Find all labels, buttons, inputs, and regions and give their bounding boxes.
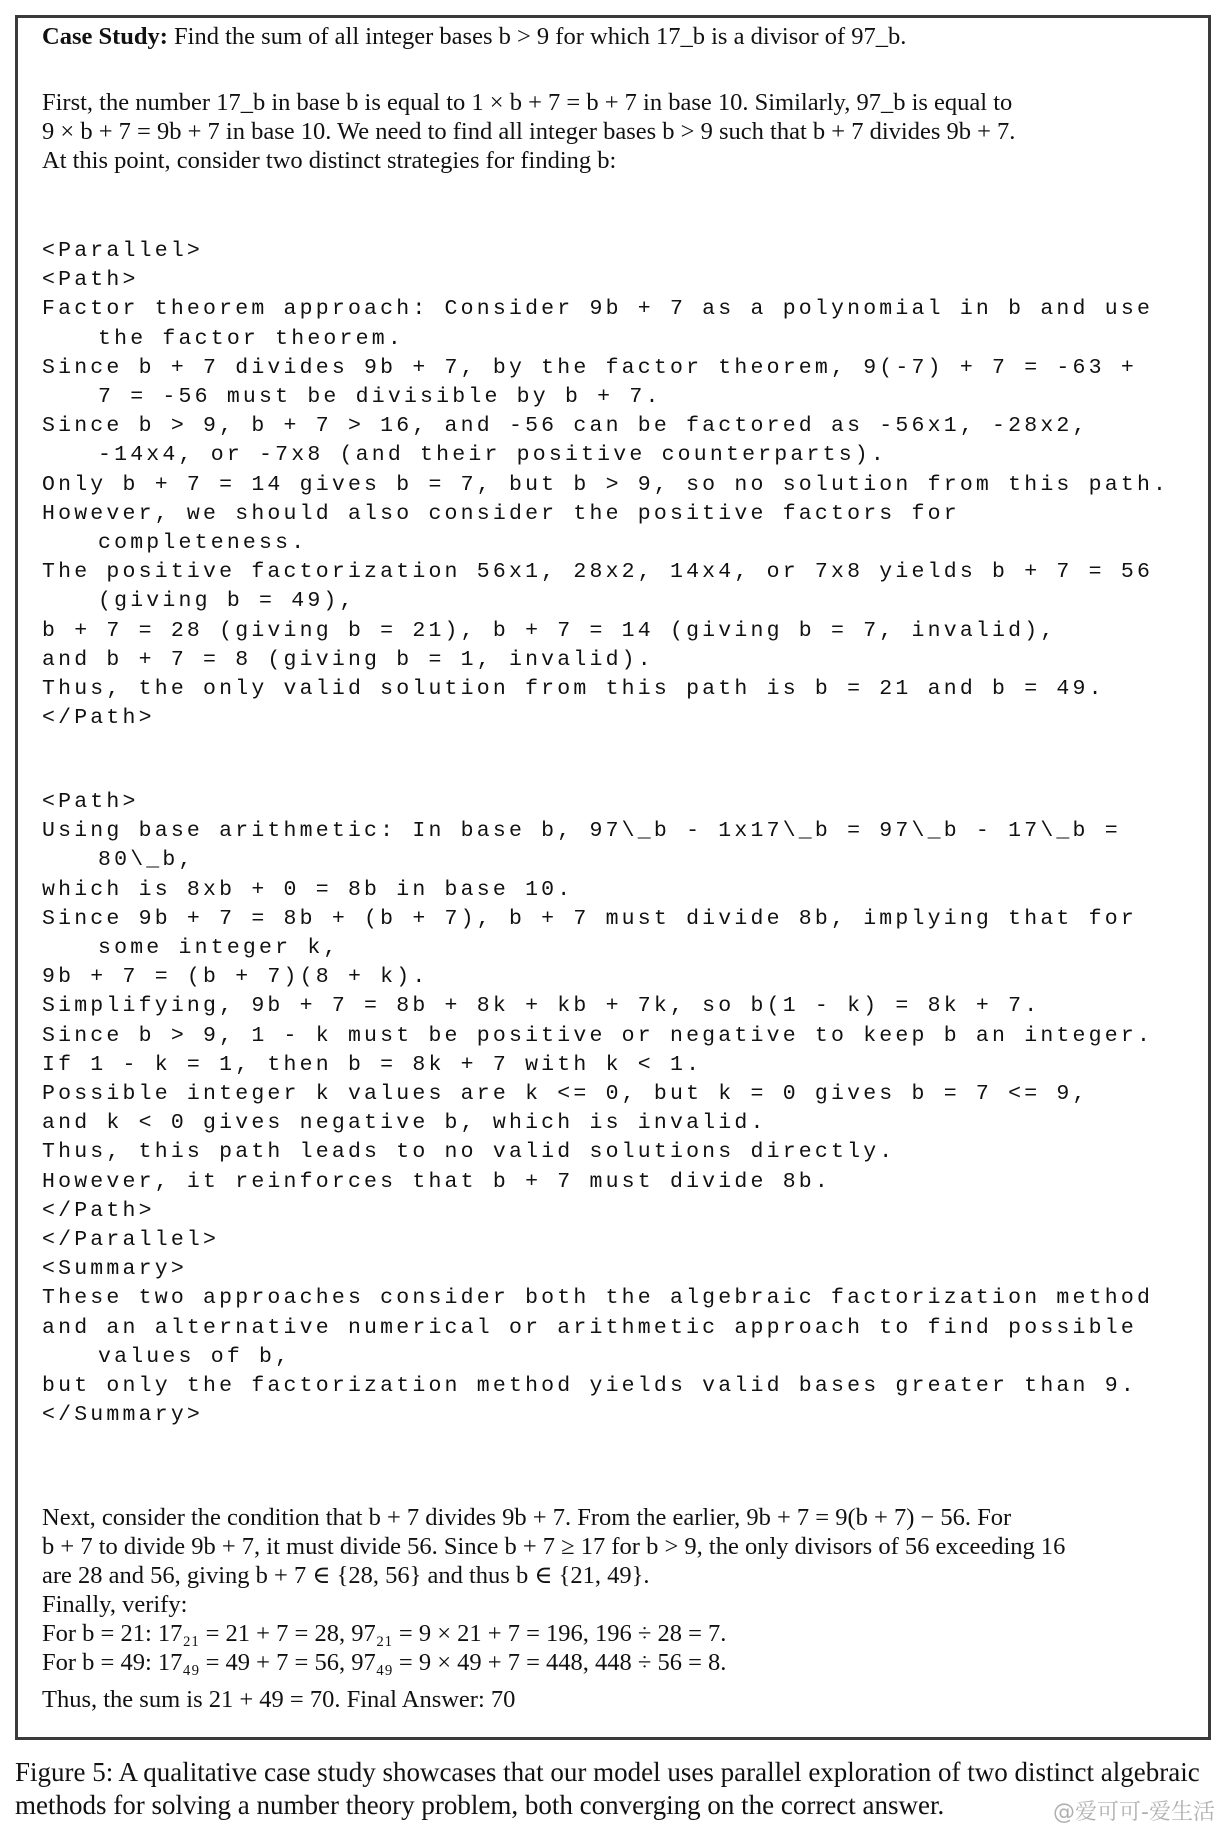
code-line: Thus, this path leads to no valid solutions directly. [42,1140,896,1165]
code-line: Simplifying, 9b + 7 = 8b + 8k + kb + 7k, so b(1 - k) = 8k + 7. [42,994,1041,1019]
code-line: and b + 7 = 8 (giving b = 1, invalid). [42,647,654,672]
code-line: values of b, [98,1344,292,1369]
code-line: If 1 - k = 1, then b = 8k + 7 with k < 1. [42,1052,703,1077]
conclusion-line: Finally, verify: [42,1591,188,1618]
watermark: @爱可可-爱生活 [1053,1800,1215,1825]
parallel-path-1-code [42,237,1169,733]
case-study-label: Case Study: [42,23,168,50]
case-study-title [42,22,1162,51]
code-line: </Parallel> [42,1228,220,1253]
case-study-question: Find the sum of all integer bases b > 9 for which 17_b is a divisor of 97_b. [174,23,907,50]
code-line: <Path> [42,790,139,814]
code-line: Using base arithmetic: In base b, 97\_b - 1x17\_b = 97\_b - 17\_b = [42,819,1121,844]
code-line: Since b > 9, b + 7 > 16, and -56 can be factored as -56x1, -28x2, [42,414,1089,439]
code-line: which is 8xb + 0 = 8b in base 10. [42,877,574,902]
code-line: Thus, the only valid solution from this path is b = 21 and b = 49. [42,677,1105,702]
conclusion-line: b + 7 to divide 9b + 7, it must divide 56. Since b + 7 ≥ 17 for b > 9, the only divisors of 56 exceeding 16 [42,1533,1066,1560]
code-line: <Path> [42,268,139,293]
intro-paragraph [42,88,1172,175]
figure-caption: Figure 5: A qualitative case study showcases that our model uses parallel exploration of two distinct algebraic methods for solving a number theory problem, both converging on the correct answer. [15,1757,1200,1820]
code-line: </Path> [42,706,155,731]
code-line: and k < 0 gives negative b, which is invalid. [42,1111,767,1136]
code-line: but only the factorization method yields valid bases greater than 9. [42,1374,1137,1399]
intro-line: At this point, consider two distinct strategies for finding b: [42,147,617,174]
code-line: b + 7 = 28 (giving b = 21), b + 7 = 14 (giving b = 7, invalid), [42,618,1057,643]
code-line: Since b + 7 divides 9b + 7, by the factor theorem, 9(-7) + 7 = -63 + [42,355,1137,380]
code-line: 7 = -56 must be divisible by b + 7. [98,385,662,410]
code-line: However, it reinforces that b + 7 must divide 8b. [42,1169,832,1194]
conclusion-paragraph [42,1503,1172,1714]
code-line: The positive factorization 56x1, 28x2, 14x4, or 7x8 yields b + 7 = 56 [42,560,1154,585]
intro-line: 9 × b + 7 = 9b + 7 in base 10. We need to find all integer bases b > 9 such that b + 7 divides 9b + 7. [42,118,1016,145]
code-line: </Path> [42,1198,155,1223]
code-line: and an alternative numerical or arithmetic approach to find possible [42,1315,1137,1340]
code-line: Possible integer k values are k <= 0, but k = 0 gives b = 7 <= 9, [42,1082,1089,1107]
conclusion-line: are 28 and 56, giving b + 7 ∈ {28, 56} and thus b ∈ {21, 49}. [42,1562,650,1589]
code-line: Since 9b + 7 = 8b + (b + 7), b + 7 must divide 8b, implying that for [42,906,1137,931]
code-line: Only b + 7 = 14 gives b = 7, but b > 9, so no solution from this path. [42,472,1170,497]
code-line: (giving b = 49), [98,589,356,614]
code-line: However, we should also consider the positive factors for [42,501,960,526]
parallel-path-2-code [42,788,1153,1430]
code-line: the factor theorem. [98,326,404,351]
code-line: Factor theorem approach: Consider 9b + 7 as a polynomial in b and use [42,297,1154,322]
code-line: </Summary> [42,1403,204,1428]
code-line: <Parallel> [42,239,204,263]
code-line: some integer k, [98,936,340,961]
final-answer: Thus, the sum is 21 + 49 = 70. Final Answer: 70 [42,1686,516,1713]
code-line: -14x4, or -7x8 (and their positive counterparts). [98,443,888,468]
verify-line: For b = 21: 17₂₁ = 21 + 7 = 28, 97₂₁ = 9 × 21 + 7 = 196, 196 ÷ 28 = 7. [42,1620,727,1647]
code-line: completeness. [98,531,308,556]
conclusion-line: Next, consider the condition that b + 7 divides 9b + 7. From the earlier, 9b + 7 = 9(b + 7) − 56. For [42,1504,1012,1531]
code-line: These two approaches consider both the algebraic factorization method [42,1286,1154,1311]
code-line: 9b + 7 = (b + 7)(8 + k). [42,965,429,990]
code-line: Since b > 9, 1 - k must be positive or negative to keep b an integer. [42,1023,1154,1048]
code-line: <Summary> [42,1257,187,1282]
intro-line: First, the number 17_b in base b is equal to 1 × b + 7 = b + 7 in base 10. Similarly, 97_b is equal to [42,89,1013,116]
verify-line: For b = 49: 17₄₉ = 49 + 7 = 56, 97₄₉ = 9 × 49 + 7 = 448, 448 ÷ 56 = 8. [42,1649,727,1676]
code-line: 80\_b, [98,848,195,873]
